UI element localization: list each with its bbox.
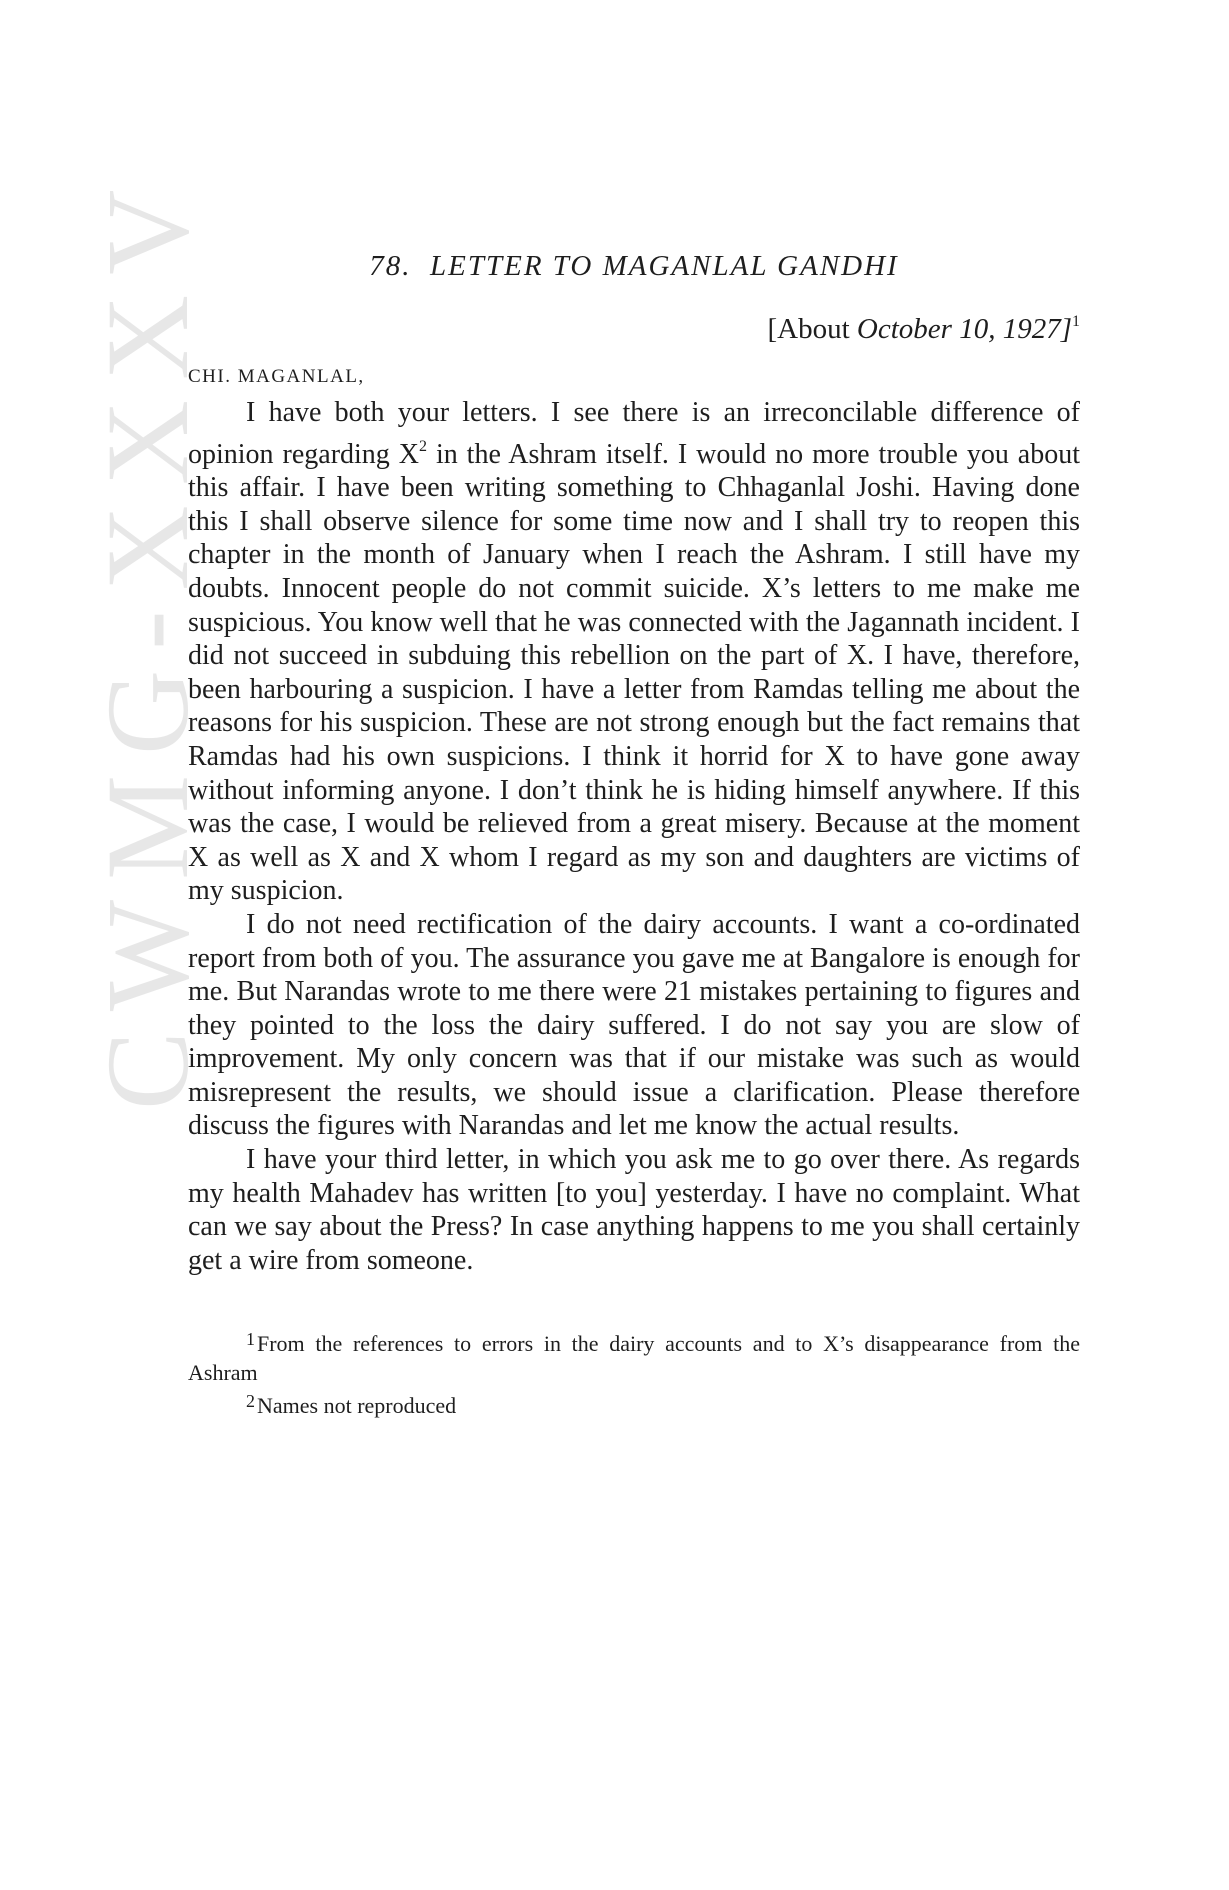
letter-title bbox=[188, 250, 1080, 283]
paragraph-1 bbox=[188, 396, 1080, 908]
footnote-ref-2: 2 bbox=[418, 437, 427, 455]
date-prefix: [About bbox=[767, 313, 857, 345]
footnote-ref-1: 1 bbox=[1072, 313, 1080, 330]
footnote-1 bbox=[188, 1325, 1080, 1387]
letter-title-text: LETTER TO MAGANLAL GANDHI bbox=[430, 250, 899, 282]
document-page bbox=[188, 250, 1080, 1420]
footnote-1-text: From the references to errors in the dairy accounts and to X’s disappearance from the Ashram bbox=[188, 1331, 1080, 1386]
footnote-2-text: Names not reproduced bbox=[257, 1393, 457, 1419]
footnote-1-marker: 1 bbox=[246, 1329, 255, 1350]
paragraph-2: I do not need rectification of the dairy accounts. I want a co-ordinated report from both of you. The assurance you gave me at Bangalore is enough for me. But Narandas wrote to me there were 21 mistakes pertaining to figures and they pointed to the loss the dairy suffered. I do not say you are slow of improvement. My only concern was that if our mistake was such as would misrepresent the results, we should issue a clarification. Please therefore discuss the figures with Narandas and let me know the actual results. bbox=[188, 908, 1080, 1142]
footnote-2 bbox=[188, 1387, 1080, 1420]
paragraph-3: I have your third letter, in which you ask me to go over there. As regards my health Mahadev has written [to you] yesterday. I have no complaint. What can we say about the Press? In case anything happens to me you shall certainly get a wire from someone. bbox=[188, 1144, 1080, 1276]
footnote-2-marker: 2 bbox=[246, 1391, 255, 1412]
letter-number: 78. bbox=[369, 250, 412, 282]
date-month: October bbox=[856, 313, 952, 345]
letter-body bbox=[188, 396, 1080, 1277]
watermark: CWMG-XXXV bbox=[82, 169, 213, 1110]
salutation: CHI. MAGANLAL, bbox=[188, 366, 365, 387]
paragraph-1-text-a: I have both your letters. I see there is an irreconcilable difference of opinion regarding X bbox=[188, 397, 1080, 470]
letter-date bbox=[188, 313, 1080, 346]
date-day: 10, 1927] bbox=[951, 313, 1072, 345]
paragraph-1-text-b: in the Ashram itself. I would no more trouble you about this affair. I have been writing something to Chhaganlal Joshi. Having done this I shall observe silence for some time now and I shall try to reopen this chapter in the month of January when I reach the Ashram. I still have my doubts. Innocent people do not commit suicide. X’s letters to me make me suspicious. You know well that he was connected with the Jagannath incident. I did not succeed in subduing this rebellion on the part of X. I have, therefore, been harbouring a suspicion. I have a letter from Ramdas telling me about the reasons for his suspicion. These are not strong enough but the fact remains that Ramdas had his own suspicions. I think it horrid for X to have gone away without informing anyone. I don’t think he is hiding himself anywhere. If this was the case, I would be relieved from a great misery. Because at the moment X as well as X and X whom I regard as my son and daughters are victims of my suspicion. bbox=[188, 438, 1080, 907]
footnotes bbox=[188, 1325, 1080, 1420]
